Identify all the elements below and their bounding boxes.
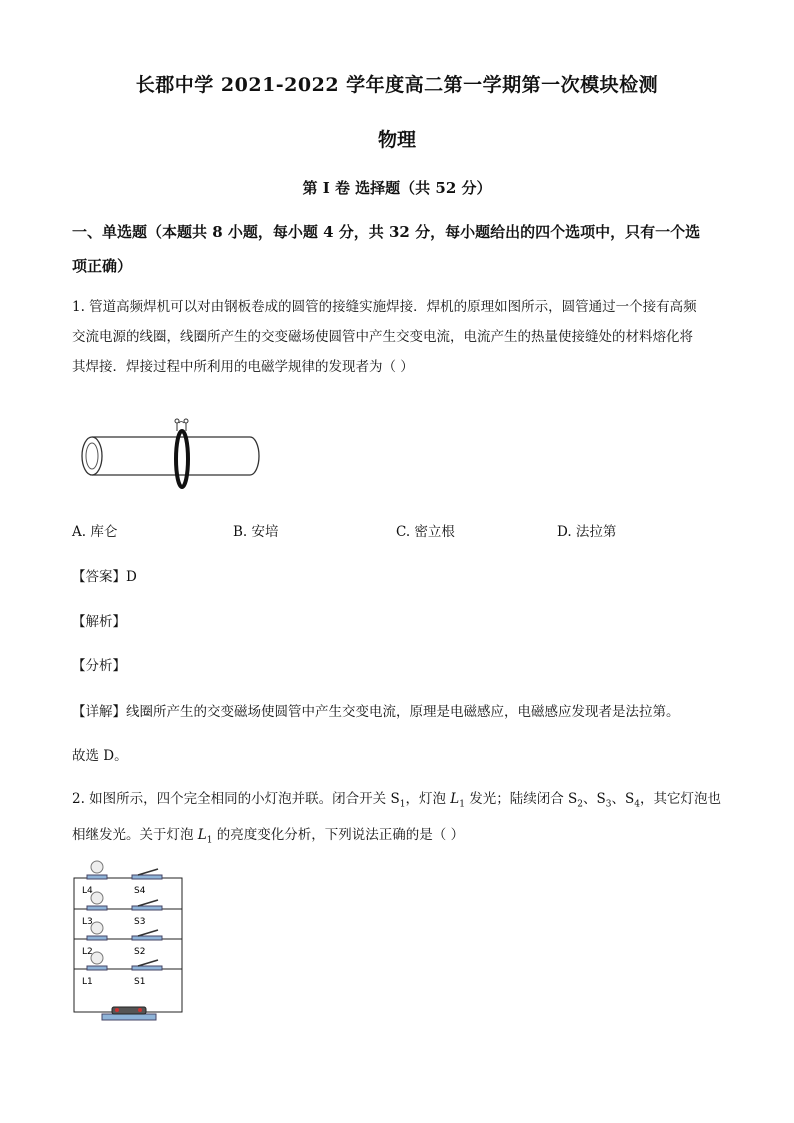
label-s4: S4 bbox=[134, 886, 146, 896]
label-l3: L3 bbox=[82, 917, 93, 927]
conclusion: 故选 D。 bbox=[72, 748, 128, 764]
switch-s3 bbox=[132, 900, 162, 910]
pipe-coil-figure bbox=[76, 415, 266, 493]
answer-value: D bbox=[126, 569, 137, 585]
answer-line bbox=[72, 565, 137, 585]
section-heading-line1: 一、单选题（本题共 8 小题，每小题 4 分，共 32 分，每小题给出的四个选项中，只有一个选 bbox=[72, 223, 701, 241]
question-1-line2: 交流电源的线圈，线圈所产生的交变磁场使圆管中产生交变电流，电流产生的热量使接缝处的材料熔化将 bbox=[72, 329, 693, 345]
option-b[interactable]: B. 安培 bbox=[233, 524, 279, 540]
analysis-label: 【解析】 bbox=[72, 614, 126, 630]
battery-icon bbox=[102, 1007, 156, 1020]
option-a[interactable]: A. 库仑 bbox=[72, 524, 118, 540]
label-l1: L1 bbox=[82, 977, 93, 987]
section-heading-line2: 项正确） bbox=[72, 257, 133, 275]
label-l2: L2 bbox=[82, 947, 93, 957]
option-c[interactable]: C. 密立根 bbox=[396, 524, 455, 540]
section-heading bbox=[72, 215, 724, 283]
label-s3: S3 bbox=[134, 917, 146, 927]
part-heading: 第 I 卷 选择题（共 52 分） bbox=[302, 179, 492, 197]
question-2-line1: 2. 如图所示，四个完全相同的小灯泡并联。闭合开关 $S_1$，灯泡 $L_1$ 发光；陆续闭合 $S_2$、$S_3$、$S_4$，其它灯泡也 bbox=[72, 791, 721, 810]
label-s1: S1 bbox=[134, 977, 146, 987]
switch-s2 bbox=[132, 930, 162, 940]
bulb-l4 bbox=[87, 861, 107, 879]
document-title: 长郡中学 2021-2022 学年度高二第一学期第一次模块检测 bbox=[135, 74, 659, 96]
parallel-bulbs-circuit bbox=[70, 855, 190, 1025]
question-1-stem bbox=[72, 292, 724, 382]
switch-s1 bbox=[132, 960, 162, 970]
subject-title: 物理 bbox=[377, 129, 416, 151]
detail-line bbox=[72, 700, 680, 720]
option-d[interactable]: D. 法拉第 bbox=[557, 524, 617, 540]
detail-text: 线圈所产生的交变磁场使圆管中产生交变电流，原理是电磁感应，电磁感应发现者是法拉第。 bbox=[126, 704, 680, 720]
switch-s4 bbox=[132, 869, 162, 879]
question-1-line1: 1. 管道高频焊机可以对由钢板卷成的圆管的接缝实施焊接．焊机的原理如图所示，圆管通过一个接有高频 bbox=[72, 299, 697, 315]
question-2-line2: 相继发光。关于灯泡 $L_1$ 的亮度变化分析，下列说法正确的是（ ） bbox=[72, 826, 465, 846]
fenxi-label: 【分析】 bbox=[72, 658, 126, 674]
label-l4: L4 bbox=[82, 886, 93, 896]
question-1-line3: 其焊接．焊接过程中所利用的电磁学规律的发现者为（ ） bbox=[72, 359, 414, 375]
label-s2: S2 bbox=[134, 947, 146, 957]
detail-label: 【详解】 bbox=[72, 704, 126, 720]
question-2-stem bbox=[72, 784, 724, 855]
answer-label: 【答案】 bbox=[72, 569, 126, 585]
